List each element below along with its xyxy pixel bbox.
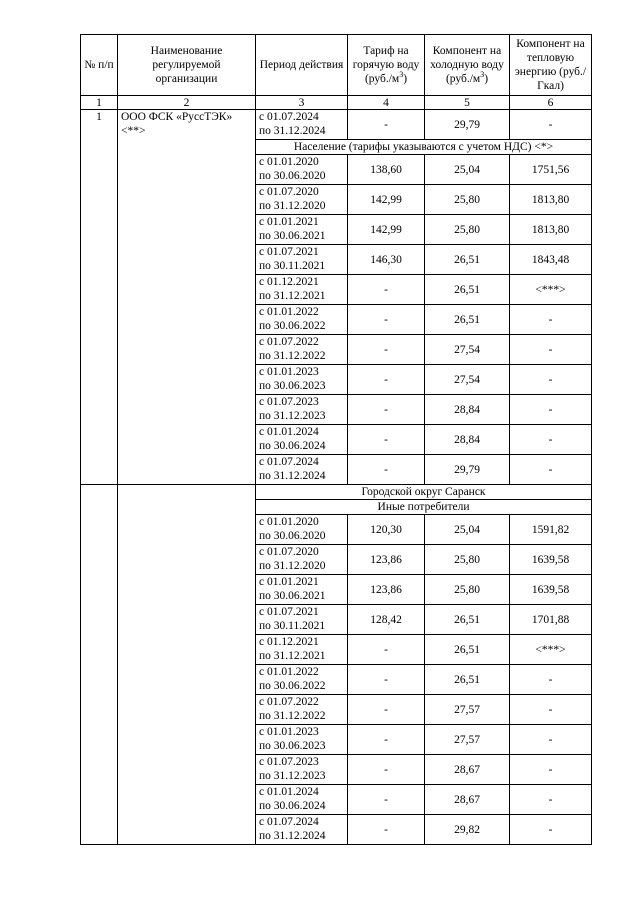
empty-num-cell — [81, 485, 118, 845]
heat-value: - — [510, 755, 592, 785]
period-from: с 01.07.2024 — [259, 816, 319, 828]
heat-value: 1639,58 — [510, 545, 592, 575]
column-number: 1 — [81, 96, 118, 110]
period-cell — [256, 335, 348, 365]
hot-water-value: - — [348, 395, 425, 425]
header-row — [81, 35, 592, 96]
hot-water-value: - — [348, 305, 425, 335]
period-to: по 30.11.2021 — [259, 260, 326, 272]
heat-value: <***> — [510, 635, 592, 665]
hot-water-value: - — [348, 335, 425, 365]
heat-value: - — [510, 665, 592, 695]
period-to: по 30.06.2024 — [259, 800, 326, 812]
column-number: 4 — [348, 96, 425, 110]
cold-water-value: 26,51 — [425, 305, 510, 335]
heat-value: 1813,80 — [510, 185, 592, 215]
header-org: Наименование регулируемой организации — [118, 35, 256, 96]
period-to: по 31.12.2024 — [259, 470, 326, 482]
header-heat: Компонент на тепловую энергию (руб./Гкал) — [510, 35, 592, 96]
hot-water-value: - — [348, 455, 425, 485]
hot-water-value: - — [348, 635, 425, 665]
cold-water-value: 27,57 — [425, 725, 510, 755]
period-to: по 31.12.2020 — [259, 560, 326, 572]
hot-water-value: - — [348, 785, 425, 815]
period-from: с 01.01.2023 — [259, 726, 319, 738]
hot-water-value: 142,99 — [348, 185, 425, 215]
hot-water-value: 128,42 — [348, 605, 425, 635]
period-to: по 31.12.2021 — [259, 290, 326, 302]
period-to: по 31.12.2020 — [259, 200, 326, 212]
period-cell — [256, 185, 348, 215]
period-cell — [256, 635, 348, 665]
period-from: с 01.07.2020 — [259, 186, 319, 198]
period-cell — [256, 695, 348, 725]
cold-water-value: 25,80 — [425, 215, 510, 245]
period-from: с 01.12.2021 — [259, 636, 319, 648]
period-cell — [256, 110, 348, 140]
hot-water-value: - — [348, 110, 425, 140]
org-number: 1 — [81, 110, 118, 485]
column-number: 5 — [425, 96, 510, 110]
period-to: по 30.06.2023 — [259, 380, 326, 392]
cold-water-value: 25,04 — [425, 155, 510, 185]
cold-water-value: 27,57 — [425, 695, 510, 725]
hot-water-value: - — [348, 695, 425, 725]
period-cell — [256, 665, 348, 695]
cold-water-value: 27,54 — [425, 365, 510, 395]
period-cell — [256, 395, 348, 425]
section-subtitle: Иные потребители — [256, 500, 592, 515]
column-number: 6 — [510, 96, 592, 110]
cold-water-value: 28,67 — [425, 785, 510, 815]
period-to: по 30.11.2021 — [259, 620, 326, 632]
heat-value: <***> — [510, 275, 592, 305]
hot-water-value: - — [348, 665, 425, 695]
period-from: с 01.07.2024 — [259, 456, 319, 468]
cold-water-value: 27,54 — [425, 335, 510, 365]
cold-water-value: 26,51 — [425, 665, 510, 695]
period-cell — [256, 215, 348, 245]
cold-water-value: 26,51 — [425, 635, 510, 665]
table-row — [81, 110, 592, 140]
period-cell — [256, 365, 348, 395]
hot-water-value: - — [348, 365, 425, 395]
period-from: с 01.01.2020 — [259, 516, 319, 528]
period-to: по 30.06.2023 — [259, 740, 326, 752]
column-number: 2 — [118, 96, 256, 110]
cold-water-value: 25,80 — [425, 185, 510, 215]
hot-water-value: - — [348, 725, 425, 755]
period-to: по 30.06.2022 — [259, 320, 326, 332]
heat-value: - — [510, 425, 592, 455]
heat-value: - — [510, 305, 592, 335]
section-row — [81, 485, 592, 500]
population-note: Население (тарифы указываются с учетом НДС) <*> — [256, 140, 592, 155]
cold-water-value: 29,79 — [425, 110, 510, 140]
period-from: с 01.07.2021 — [259, 246, 319, 258]
hot-water-value: - — [348, 755, 425, 785]
period-from: с 01.07.2023 — [259, 396, 319, 408]
heat-value: 1639,58 — [510, 575, 592, 605]
period-cell — [256, 545, 348, 575]
period-from: с 01.07.2023 — [259, 756, 319, 768]
period-cell — [256, 725, 348, 755]
period-to: по 31.12.2022 — [259, 710, 326, 722]
header-period: Период действия — [256, 35, 348, 96]
org-name: ООО ФСК «РуссТЭК» <**> — [118, 110, 256, 485]
tariff-table — [80, 34, 592, 845]
period-from: с 01.07.2022 — [259, 696, 319, 708]
heat-value: - — [510, 695, 592, 725]
cold-water-value: 25,80 — [425, 575, 510, 605]
period-to: по 31.12.2023 — [259, 770, 326, 782]
period-from: с 01.01.2022 — [259, 666, 319, 678]
period-cell — [256, 605, 348, 635]
period-from: с 01.01.2024 — [259, 786, 319, 798]
period-cell — [256, 575, 348, 605]
period-from: с 01.01.2020 — [259, 156, 319, 168]
period-to: по 30.06.2021 — [259, 590, 326, 602]
period-cell — [256, 305, 348, 335]
heat-value: - — [510, 815, 592, 845]
period-from: с 01.07.2021 — [259, 606, 319, 618]
period-from: с 01.01.2021 — [259, 216, 319, 228]
heat-value: - — [510, 335, 592, 365]
hot-water-value: 142,99 — [348, 215, 425, 245]
column-number: 3 — [256, 96, 348, 110]
hot-water-value: - — [348, 425, 425, 455]
cold-water-value: 28,84 — [425, 425, 510, 455]
header-cold-water: Компонент на холодную воду $(руб./м^3)$ — [425, 35, 510, 96]
hot-water-value: - — [348, 275, 425, 305]
heat-value: - — [510, 365, 592, 395]
heat-value: 1843,48 — [510, 245, 592, 275]
period-cell — [256, 515, 348, 545]
header-hot-water: Тариф на горячую воду $(руб./м^3)$ — [348, 35, 425, 96]
heat-value: - — [510, 110, 592, 140]
period-cell — [256, 815, 348, 845]
heat-value: - — [510, 395, 592, 425]
hot-water-value: 138,60 — [348, 155, 425, 185]
cold-water-value: 26,51 — [425, 605, 510, 635]
period-from: с 01.07.2024 — [259, 111, 319, 123]
hot-water-value: 123,86 — [348, 545, 425, 575]
cold-water-value: 28,84 — [425, 395, 510, 425]
period-to: по 31.12.2024 — [259, 125, 326, 137]
period-from: с 01.01.2022 — [259, 306, 319, 318]
cold-water-value: 29,82 — [425, 815, 510, 845]
period-to: по 31.12.2021 — [259, 650, 326, 662]
cold-water-value: 25,04 — [425, 515, 510, 545]
heat-value: 1591,82 — [510, 515, 592, 545]
empty-org-cell — [118, 485, 256, 845]
cold-water-value: 28,67 — [425, 755, 510, 785]
cold-water-value: 25,80 — [425, 545, 510, 575]
hot-water-value: - — [348, 815, 425, 845]
heat-value: 1813,80 — [510, 215, 592, 245]
heat-value: 1751,56 — [510, 155, 592, 185]
period-to: по 30.06.2022 — [259, 680, 326, 692]
period-to: по 30.06.2020 — [259, 530, 326, 542]
period-cell — [256, 455, 348, 485]
cold-water-value: 26,51 — [425, 245, 510, 275]
period-from: с 01.07.2020 — [259, 546, 319, 558]
period-cell — [256, 245, 348, 275]
period-to: по 31.12.2024 — [259, 830, 326, 842]
cold-water-value: 29,79 — [425, 455, 510, 485]
period-to: по 30.06.2020 — [259, 170, 326, 182]
column-numbers-row — [81, 96, 592, 110]
header-num: № п/п — [81, 35, 118, 96]
period-from: с 01.07.2022 — [259, 336, 319, 348]
period-to: по 31.12.2022 — [259, 350, 326, 362]
period-cell — [256, 785, 348, 815]
cold-water-value: 26,51 — [425, 275, 510, 305]
period-cell — [256, 275, 348, 305]
hot-water-value: 120,30 — [348, 515, 425, 545]
period-from: с 01.01.2021 — [259, 576, 319, 588]
period-to: по 30.06.2024 — [259, 440, 326, 452]
heat-value: - — [510, 785, 592, 815]
period-from: с 01.01.2023 — [259, 366, 319, 378]
period-from: с 01.01.2024 — [259, 426, 319, 438]
heat-value: - — [510, 725, 592, 755]
period-to: по 30.06.2021 — [259, 230, 326, 242]
hot-water-value: 146,30 — [348, 245, 425, 275]
period-cell — [256, 425, 348, 455]
period-cell — [256, 155, 348, 185]
period-to: по 31.12.2023 — [259, 410, 326, 422]
heat-value: - — [510, 455, 592, 485]
section-title: Городской округ Саранск — [256, 485, 592, 500]
period-from: с 01.12.2021 — [259, 276, 319, 288]
hot-water-value: 123,86 — [348, 575, 425, 605]
period-cell — [256, 755, 348, 785]
heat-value: 1701,88 — [510, 605, 592, 635]
